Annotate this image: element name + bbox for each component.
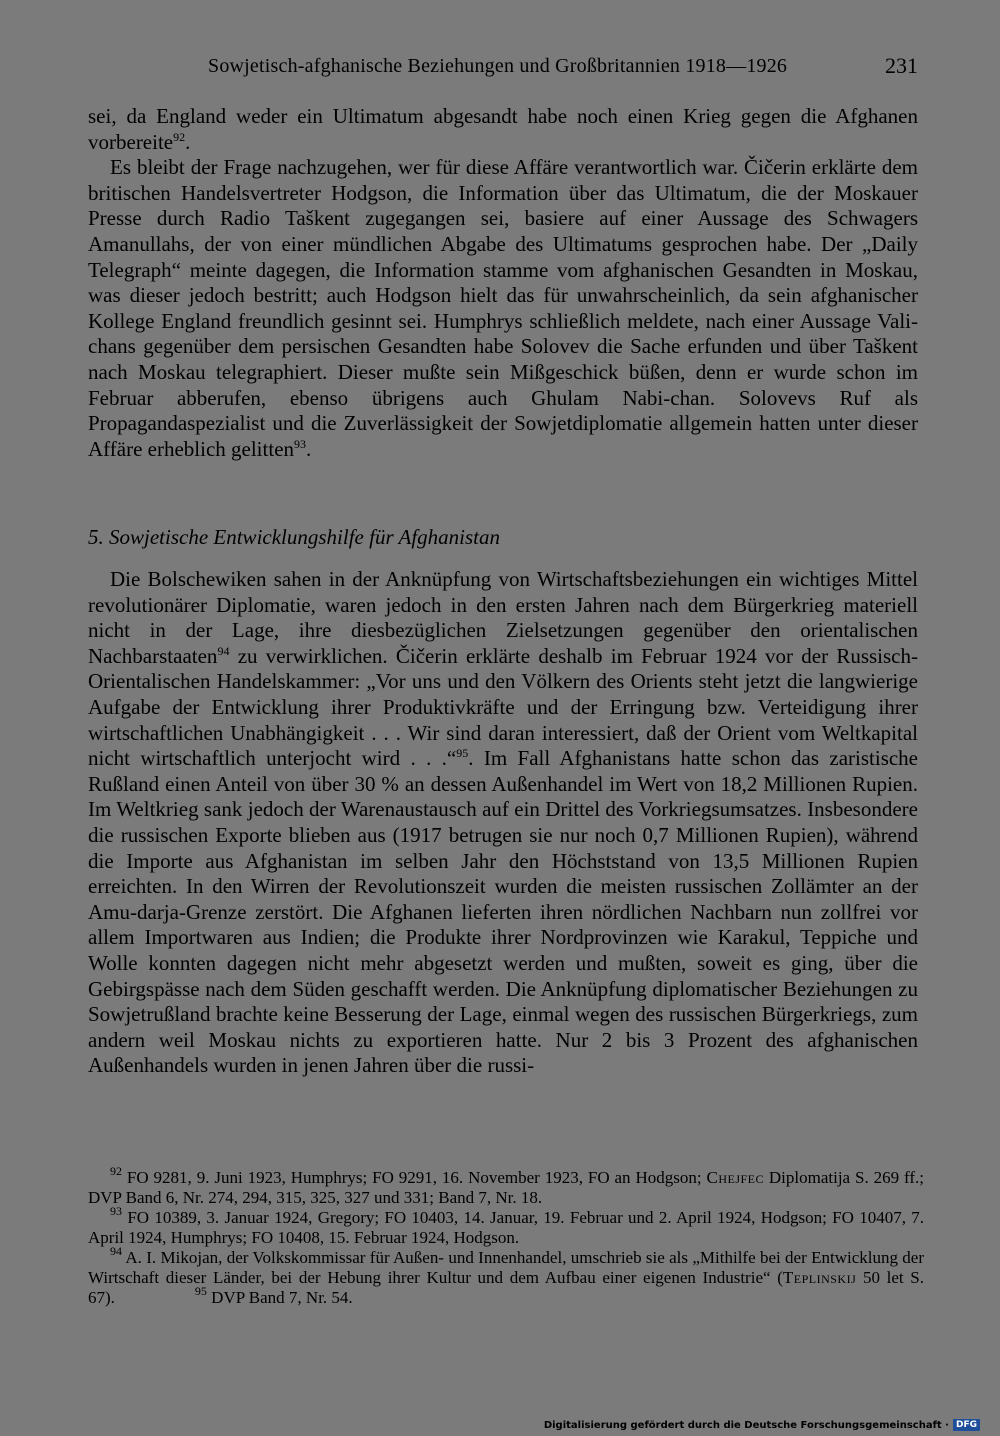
footnotes bbox=[88, 1164, 925, 1308]
dfg-logo: DFG bbox=[953, 1419, 980, 1431]
footnote-ref-92[interactable]: 92 bbox=[173, 129, 186, 144]
paragraph-1: sei, da England weder ein Ultimatum abgesandt habe noch einen Krieg gegen die Afghanen vorbereite$^{92}$. bbox=[88, 104, 918, 154]
running-head-title: Sowjetisch-afghanische Beziehungen und Großbritannien 1918—1926 bbox=[208, 55, 788, 77]
footnote-95: $^{95}$ DVP Band 7, Nr. 54. bbox=[194, 1284, 353, 1307]
section-heading: 5. Sowjetische Entwicklungshilfe für Afghanistan bbox=[88, 525, 501, 549]
footnote-94: $^{94}$ A. I. Mikojan, der Volkskommissar für Außen- und Innenhandel, umschrieb sie als „Mithilfe bei der Entwicklung der Wirtschaft dieser Länder, bei der Hebung ihrer Kultur und dem Aufbau einer eigenen Industrie“ (Teplinskij 50 let S. 67). $^{95}$ DVP Band 7, Nr. 54. bbox=[88, 1244, 925, 1307]
credit-text: Digitalisierung gefördert durch die Deutsche Forschungsgemeinschaft · bbox=[543, 1420, 949, 1431]
footnote-ref-94[interactable]: 94 bbox=[217, 643, 230, 658]
running-head bbox=[88, 50, 918, 82]
digitization-credit bbox=[544, 1418, 980, 1434]
paragraph-2: Es bleibt der Frage nachzugehen, wer für diese Affäre verantwortlich war. Čičerin erklärte dem britischen Handelsvertreter Hodgson, die Information über das Ultimatum, die der Moskauer Presse durch Radio Taškent zugegangen sei, basiere auf einer Aussage des Schwagers Amanullahs, der von einer mündlichen Abgabe des Ultimatums gesprochen habe. Der „Daily Telegraph“ meinte dagegen, die Information stamme vom afghanischen Gesandten in Moskau, was dieser jedoch bestritt; auch Hodgson hielt das für unwahrscheinlich, da sein afghanischer Kollege England freundlich gesinnt sei. Humphrys schließlich meldete, nach einer Aussage Vali-chans gegenüber dem persischen Gesandten habe Solovev die Sache erfunden und über Taškent nach Moskau telegraphiert. Dieser mußte sein Mißgeschick büßen, denn er wurde schon im Februar abberufen, ebenso übrigens auch Ghulam Nabi-chan. Solovevs Ruf als Propagandaspezialist und die Zuverlässigkeit der Sowjetdiplomatie allgemein hatten unter dieser Affäre erheblich gelitten$^{93}$. bbox=[88, 155, 918, 461]
paragraph-3: Die Bolschewiken sahen in der Anknüpfung von Wirtschaftsbeziehungen ein wichtiges Mittel revolutionärer Diplomatie, waren jedoch in den ersten Jahren nach dem Bürgerkrieg materiell nicht in der Lage, ihre diesbezüglichen Zielsetzungen gegenüber den orientalischen Nachbarstaaten$^{94}$ zu verwirklichen. Čičerin erklärte deshalb im Februar 1924 vor der Russisch-Orientalischen Handelskammer: „Vor uns und den Völkern des Orients steht jetzt die langwierige Aufgabe der Entwicklung ihrer Produktivkräfte und der Erringung bzw. Verteidigung ihrer wirtschaftlichen Unabhängigkeit . . . Wir sind daran interessiert, daß der Orient vom Weltkapital nicht wirtschaftlich unterjocht wird . . .“$^{95}$. Im Fall Afghanistans hatte schon das zaristische Rußland einen Anteil von über 30 % an dessen Außenhandel im Wert von 18,2 Millionen Rupien. Im Weltkrieg sank jedoch der Warenaustausch auf ein Drittel des Vorkriegsumsatzes. Insbesondere die russischen Exporte blieben aus (1917 betrugen sie nur noch 0,7 Millionen Rupien), während die Importe aus Afghanistan im selben Jahr den Höchststand von 13,5 Millionen Rupien erreichten. In den Wirren der Revolutionszeit wurden die meisten russischen Zollämter an der Amu-darja-Grenze zerstört. Die Afghanen lieferten ihren nördlichen Nachbarn nun zollfrei vor allem Importwaren aus Indien; die Produkte ihrer Nordprovinzen wie Karakul, Teppiche und Wolle konnten dagegen nicht mehr abgesetzt werden und mußten, soweit es ging, über die Gebirgspässe nach dem Süden geschafft werden. Die Anknüpfung diplomatischer Beziehungen zu Sowjetrußland brachte keine Besserung der Lage, einmal wegen des russischen Bürgerkriegs, zum andern weil Moskau nichts zu exportieren hatte. Nur 2 bis 3 Prozent des afghanischen Außenhandels wurden in jenen Jahren über die russi- bbox=[88, 567, 919, 1078]
page-number: 231 bbox=[885, 53, 918, 78]
footnote-93: $^{93}$ FO 10389, 3. Januar 1924, Gregory; FO 10403, 14. Januar, 19. Februar und 2. April 1924, Hodgson; FO 10407, 7. April 1924, Humphrys; FO 10408, 15. Februar 1924, Hodgson. bbox=[88, 1204, 925, 1247]
footnote-ref-93[interactable]: 93 bbox=[294, 436, 307, 451]
footnote-ref-95[interactable]: 95 bbox=[456, 746, 469, 761]
footnote-92: $^{92}$ FO 9281, 9. Juni 1923, Humphrys; FO 9291, 16. November 1923, FO an Hodgson; Chejfec Diplomatija S. 269 ff.; DVP Band 6, Nr. 274, 294, 315, 325, 327 und 331; Band 7, Nr. 18. bbox=[88, 1164, 925, 1207]
body-text-upper bbox=[88, 104, 918, 462]
body-text-lower bbox=[88, 567, 918, 1079]
